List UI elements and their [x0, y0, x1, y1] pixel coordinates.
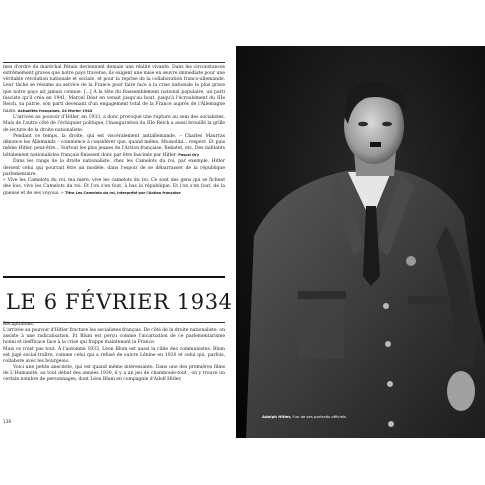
photo-caption: Adolph Hitler, l'un de ses portraits officiels [262, 414, 346, 419]
lower-article-column [3, 322, 225, 384]
section-heading-block [3, 276, 233, 323]
paragraph: mes d'ordre du maréchal Pétain deviennent demain une réalité vivante. Dans les circonstances extrêmement graves que notre pays traverse, ils exigent une mise en œuvre immédiate pour une véritable révolution nationale et sociale, et pour la reprise de la collaboration franco-allemande. Leur tâche se résume au service de la France pour faire face à la crise nationale la plus grave que notre pays ait jamais connue. [...] À la tête du Rassemblement national populaire, un parti fasciste qu'il créa en 1941, Marcel Déat en venait jusqu'au bout, jusqu'à l'écroulement du IIIe Reich, sa patrie, son parti devenant d'un engagement total de la France auprès de l'Allemagne nazie. Actualités françaises, 24 février 1944 [3, 65, 225, 115]
paragraph: Pendant ce temps, la droite, qui est viscéralement antiallemande, – Charles Maurras dénonce les Allemands – commence à considérer que, quand même, Mussolini... respect. Et puis même Hitler, peut-être... Surtout les plus jeunes de l'Action française, Rebatet, etc. Des militants bêtalement nationalistes français finissent donc par être fascinés par Hitler. Pascal Ory [3, 133, 225, 159]
paragraph: Dans les rangs de la droite nationaliste, chez les Camelots du roi, par exemple, Hitler devient celui qui pourrait être un modèle, dans l'espoir de se débarrasser de la république parlementaire. [3, 159, 225, 177]
top-rule [3, 62, 225, 63]
article-column [3, 62, 225, 197]
source-credit: Titre Les Camelots du roi, interprété par l'Action française [65, 191, 181, 196]
paragraph: Mais ce n'est pas tout. À l'automne 1933, Léon Blum est aussi la cible des communistes. Blum est jugé social-traître, comme celui qui a refusé de suivre Lénine en 1920 et celui qui, parfois, collabore avec les bourgeois. [3, 346, 225, 364]
source-credit: Actualités françaises, 24 février 1944 [17, 109, 93, 114]
paragraph: Voici une petite anecdote, qui est quand même intéressante. Dans une des premières films de L'Humanité, au tout début des années 1930, il y a un jeu de chamboule-tout ; on y trouve un certain nombre de personnages, dont Léon Blum en compagnie d'Adolf Hitler, [3, 365, 225, 383]
portrait-illustration [236, 46, 485, 438]
section-heading: LE 6 FÉVRIER 1934 [6, 290, 233, 314]
paragraph: L'arrivée au pouvoir d'Hitler fracture les socialistes français. De côté de la droite nationaliste, on assiste à une radicalisation. Et Blum est perçu comme l'incarnation de ce parlementarisme honni et inefficace face à la crise qui frappe maintenant la France. [3, 328, 226, 346]
page-number: 138 [3, 419, 11, 424]
portrait-photo [236, 46, 485, 438]
paragraph: « Vive les Camelots du roi, ma mère, vive les camelots du roi. Ce sont des gens qui se fichent des lois, vive les Camelots du roi. Et l'on s'en fout, à bas la république. Et l'on s'en fout, de la gueuse et de ses voyous. » Titre Les Camelots du roi, interprété par l'Action française [3, 177, 225, 197]
heading-rule-top [3, 276, 225, 278]
paragraph: Récapitulons. [3, 322, 35, 327]
source-credit: Pascal Ory [178, 153, 200, 158]
paragraph: L'arrivée au pouvoir d'Hitler, en 1933, a donc provoqué une rupture au sein des socialistes. Mais de l'autre côté de l'échiquier politique, l'inauguration du IIIe Reich a aussi brouillé la grille de lecture de la droite nationaliste. [3, 115, 225, 133]
article-paragraphs [3, 65, 225, 197]
